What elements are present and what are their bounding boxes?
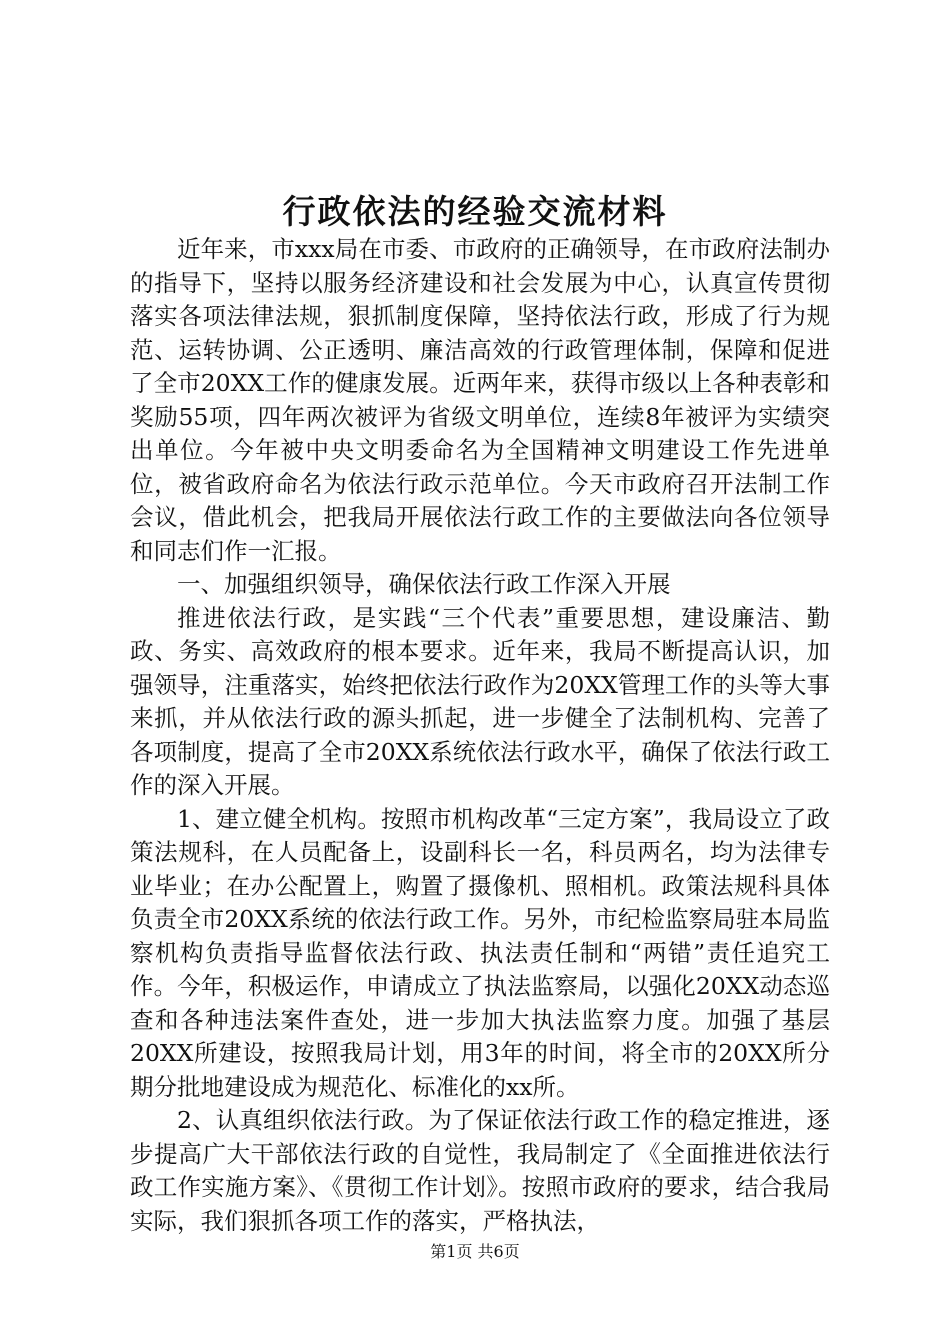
page-footer (0, 1242, 950, 1262)
paragraph-item-1: 1、建立健全机构。按照市机构改革“三定方案”，我局设立了政策法规科，在人员配备上，设副科长一名，科员两名，均为法律专业毕业；在办公配置上，购置了摄像机、照相机。政策法规科具体负责全市20XX系统的依法行政工作。另外，市纪检监察局驻本局监察机构负责指导监督依法行政、执法责任制和“两错”责任追究工作。今年，积极运作，申请成立了执法监察局，以强化20XX动态巡查和各种违法案件查处，进一步加大执法监察力度。加强了基层20XX所建设，按照我局计划，用3年的时间，将全市的20XX所分期分批地建设成为规范化、标准化的xx所。 (130, 804, 830, 1101)
paragraph-item-2: 2、认真组织依法行政。为了保证依法行政工作的稳定推进，逐步提高广大干部依法行政的自觉性，我局制定了《全面推进依法行政工作实施方案》、《贯彻工作计划》。按照市政府的要求，结合我局实际，我们狠抓各项工作的落实，严格执法， (130, 1106, 830, 1235)
paragraph-section-1: 推进依法行政，是实践“三个代表”重要思想，建设廉洁、勤政、务实、高效政府的根本要求。近年来，我局不断提高认识，加强领导，注重落实，始终把依法行政作为20XX管理工作的头等大事来抓，并从依法行政的源头抓起，进一步健全了法制机构、完善了各项制度，提高了全市20XX系统依法行政水平，确保了依法行政工作的深入开展。 (130, 603, 830, 799)
document-title: 行政依法的经验交流材料 (282, 192, 668, 231)
page-indicator: 第1页 共6页 (430, 1242, 520, 1261)
section-heading-1: 一、加强组织领导，确保依法行政工作深入开展 (177, 570, 671, 598)
paragraph-intro: 近年来，市xxx局在市委、市政府的正确领导，在市政府法制办的指导下，坚持以服务经济建设和社会发展为中心，认真宣传贯彻落实各项法律法规，狠抓制度保障，坚持依法行政，形成了行为规范、运转协调、公正透明、廉洁高效的行政管理体制，保障和促进了全市20XX工作的健康发展。近两年来，获得市级以上各种表彰和奖励55项，四年两次被评为省级文明单位，连续8年被评为实绩突出单位。今年被中央文明委命名为全国精神文明建设工作先进单位，被省政府命名为依法行政示范单位。今天市政府召开法制工作会议，借此机会，把我局开展依法行政工作的主要做法向各位领导和同志们作一汇报。 (130, 235, 830, 565)
document-body (130, 233, 830, 1238)
